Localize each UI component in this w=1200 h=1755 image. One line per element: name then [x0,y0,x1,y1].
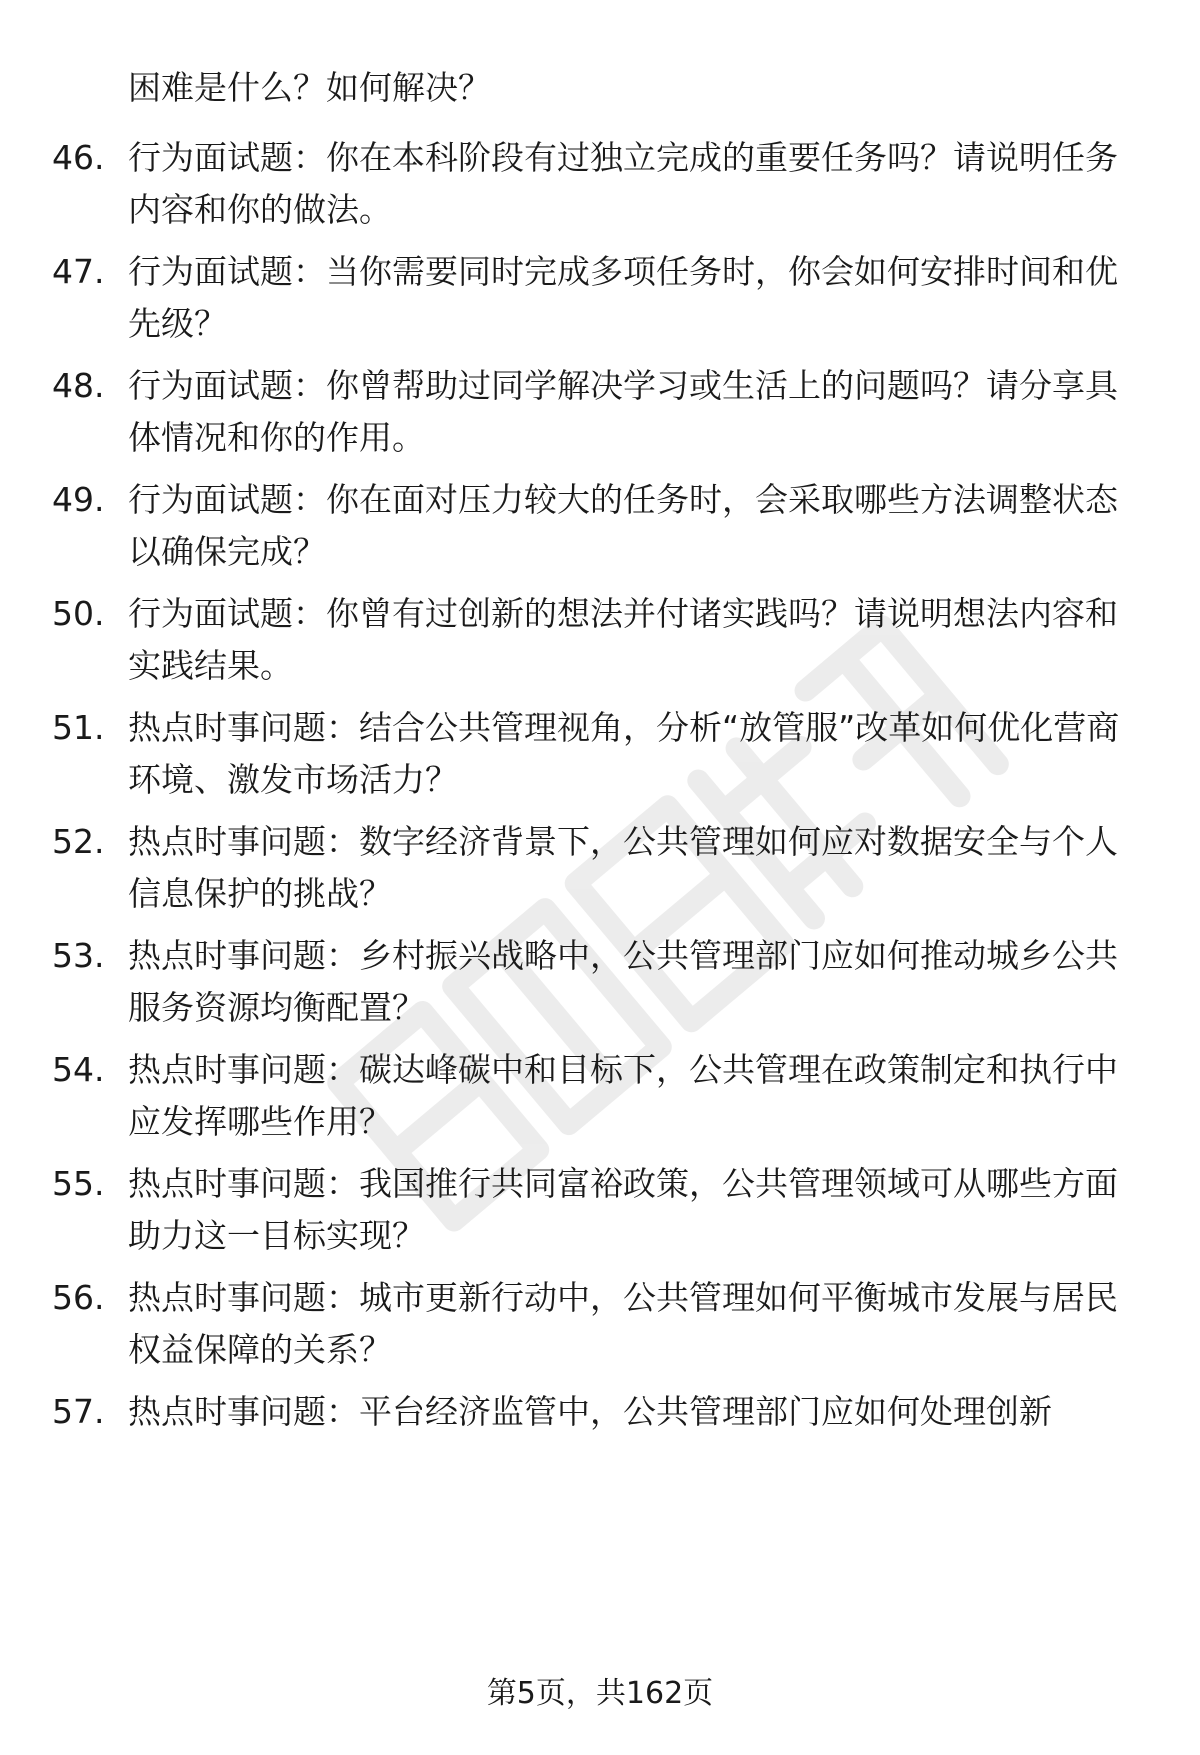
question-number: 57. [52,1392,105,1431]
question-number: 46. [52,138,105,177]
question-text: 行为面试题：你在面对压力较大的任务时，会采取哪些方法调整状态以确保完成？ [128,480,1118,571]
question-number: 54. [52,1050,105,1089]
question-number: 51. [52,708,105,747]
question-text: 行为面试题：你曾帮助过同学解决学习或生活上的问题吗？请分享具体情况和你的作用。 [128,366,1118,457]
question-number: 53. [52,936,105,975]
question-text: 热点时事问题：结合公共管理视角，分析“放管服”改革如何优化营商环境、激发市场活力？ [128,708,1120,799]
question-number: 50. [52,594,105,633]
question-text: 热点时事问题：碳达峰碳中和目标下，公共管理在政策制定和执行中应发挥哪些作用？ [128,1050,1118,1141]
question-text: 热点时事问题：我国推行共同富裕政策，公共管理领域可从哪些方面助力这一目标实现？ [128,1164,1118,1255]
question-text: 行为面试题：你曾有过创新的想法并付诸实践吗？请说明想法内容和实践结果。 [128,594,1118,685]
page-footer: 第5页，共162页 [486,1676,714,1711]
question-number: 49. [52,480,105,519]
question-text: 热点时事问题：平台经济监管中，公共管理部门应如何处理创新 [128,1392,1052,1431]
question-number: 52. [52,822,105,861]
question-number: 56. [52,1278,105,1317]
continued-question-text: 困难是什么？如何解决？ [128,68,491,107]
question-number: 47. [52,252,105,291]
question-text: 行为面试题：当你需要同时完成多项任务时，你会如何安排时间和优先级？ [128,252,1118,343]
question-number: 55. [52,1164,105,1203]
question-number: 48. [52,366,105,405]
question-text: 热点时事问题：城市更新行动中，公共管理如何平衡城市发展与居民权益保障的关系？ [128,1278,1118,1369]
question-text: 热点时事问题：数字经济背景下，公共管理如何应对数据安全与个人信息保护的挑战？ [128,822,1118,913]
question-text: 热点时事问题：乡村振兴战略中，公共管理部门应如何推动城乡公共服务资源均衡配置？ [128,936,1118,1027]
question-text: 行为面试题：你在本科阶段有过独立完成的重要任务吗？请说明任务内容和你的做法。 [128,138,1118,229]
